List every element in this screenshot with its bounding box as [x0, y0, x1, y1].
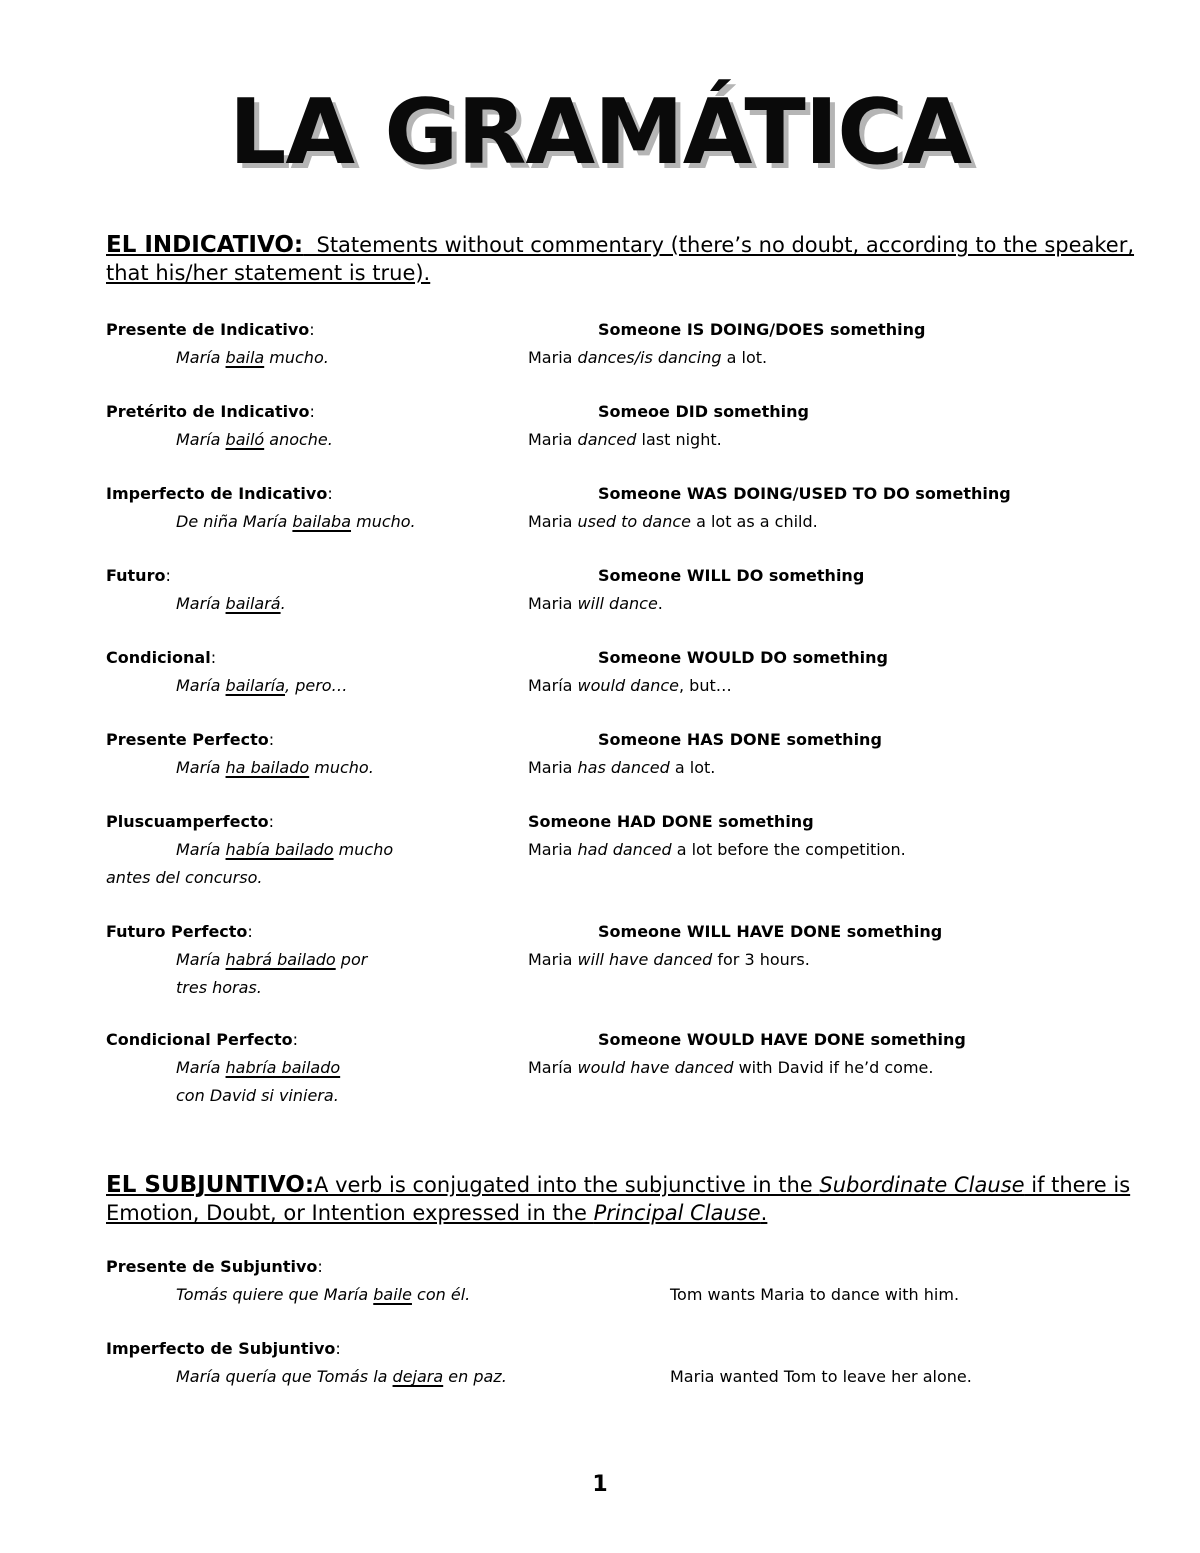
page-number: 1: [592, 1472, 608, 1497]
subjunctive-intro: [106, 1171, 1156, 1227]
subjunctive-heading: EL SUBJUNTIVO:: [106, 1172, 315, 1198]
subjunctive-desc-b: Subordinate Clause: [819, 1173, 1025, 1197]
tense-name: [106, 726, 274, 753]
tense-colon: :: [247, 922, 253, 941]
tense-name: [106, 1253, 323, 1280]
english-translation: [528, 508, 818, 535]
english-heading: Someone WILL HAVE DONE something: [598, 922, 943, 941]
tense-name-text: Condicional Perfecto: [106, 1030, 293, 1049]
english-heading: Someone WOULD HAVE DONE something: [598, 1030, 966, 1049]
translation-text: last night.: [636, 430, 722, 449]
conjugated-verb: bailó: [225, 430, 265, 449]
english-heading: Someone HAS DONE something: [598, 730, 882, 749]
conjugated-verb: bailaría: [225, 676, 286, 695]
conjugated-verb: habría bailado: [225, 1058, 341, 1077]
tense-colon: :: [335, 1339, 341, 1358]
tense-name: [106, 398, 315, 425]
tense-name-text: Presente Perfecto: [106, 730, 269, 749]
translation-text: Maria: [528, 594, 578, 613]
tense-name: [106, 644, 216, 671]
example-text: María: [176, 840, 226, 859]
english-translation: [528, 590, 663, 617]
example-text: María: [176, 676, 226, 695]
spanish-example: [176, 1363, 507, 1390]
english-translation: [528, 754, 715, 781]
example-text: , pero…: [285, 676, 348, 695]
tense-colon: :: [317, 1257, 323, 1276]
translation-verb: dances/is dancing: [577, 348, 722, 367]
example-text: Tomás quiere que María: [176, 1285, 374, 1304]
subjunctive-desc-c: if there is Emotion, Doubt, or Intention expressed in the: [106, 1173, 1131, 1225]
translation-verb: has danced: [577, 758, 670, 777]
translation-text: Maria: [528, 430, 578, 449]
english-translation: [528, 836, 906, 863]
example-text: mucho.: [264, 348, 329, 367]
indicative-description: Statements without commentary (there’s no doubt, according to the speaker, that his/her statement is true).: [106, 233, 1135, 285]
tense-colon: :: [165, 566, 171, 585]
tense-colon: :: [210, 648, 217, 667]
translation-text: a lot before the competition.: [671, 840, 906, 859]
translation-text: María: [528, 676, 578, 695]
tense-colon: :: [292, 1030, 299, 1049]
tense-name-text: Imperfecto de Subjuntivo: [106, 1339, 336, 1358]
example-text: María: [176, 594, 226, 613]
translation-text: for 3 hours.: [712, 950, 810, 969]
tense-name-text: Pretérito de Indicativo: [106, 402, 310, 421]
example-text: en paz.: [443, 1367, 507, 1386]
tense-name: [106, 918, 253, 945]
tense-name-text: Imperfecto de Indicativo: [106, 484, 328, 503]
conjugated-verb: baile: [373, 1285, 412, 1304]
example-text: María quería que Tomás la: [176, 1367, 393, 1386]
spanish-example: [176, 1281, 470, 1308]
translation-verb: danced: [577, 430, 637, 449]
english-translation: [528, 946, 810, 973]
spanish-example-continued: tres horas.: [176, 978, 262, 997]
translation-verb: had danced: [577, 840, 672, 859]
page-title: LA GRAMÁTICA: [229, 80, 971, 185]
spanish-example: [176, 836, 393, 863]
tense-name-text: Presente de Subjuntivo: [106, 1257, 318, 1276]
translation-verb: would have danced: [577, 1058, 734, 1077]
conjugated-verb: baila: [225, 348, 265, 367]
translation-text: a lot.: [669, 758, 716, 777]
translation-verb: used to dance: [577, 512, 691, 531]
conjugated-verb: bailaba: [292, 512, 352, 531]
example-text: María: [176, 950, 226, 969]
english-heading: Someone WILL DO something: [598, 566, 865, 585]
tense-name: [106, 1026, 298, 1053]
tense-colon: :: [327, 484, 333, 503]
spanish-example: [176, 590, 286, 617]
translation-verb: will have danced: [577, 950, 713, 969]
tense-name-text: Pluscuamperfecto: [106, 812, 269, 831]
example-text: mucho: [333, 840, 394, 859]
english-heading: Someone WOULD DO something: [598, 648, 888, 667]
indicative-heading: EL INDICATIVO:: [106, 232, 304, 258]
tense-name: [106, 808, 274, 835]
translation-text: Maria: [528, 348, 578, 367]
spanish-example: [176, 754, 374, 781]
tense-name: [106, 316, 315, 343]
translation-text: Maria: [528, 840, 578, 859]
english-translation: Maria wanted Tom to leave her alone.: [670, 1367, 972, 1386]
translation-text: , but…: [678, 676, 732, 695]
example-text: María: [176, 430, 226, 449]
translation-text: a lot.: [721, 348, 768, 367]
english-translation: [528, 344, 767, 371]
tense-name: [106, 562, 171, 589]
example-text: .: [280, 594, 286, 613]
english-translation: [528, 426, 722, 453]
example-text: María: [176, 758, 226, 777]
translation-text: Maria: [528, 758, 578, 777]
conjugated-verb: había bailado: [225, 840, 334, 859]
conjugated-verb: ha bailado: [225, 758, 310, 777]
example-text: mucho.: [309, 758, 374, 777]
subjunctive-desc-a: A verb is conjugated into the subjunctive in the: [314, 1173, 820, 1197]
conjugated-verb: bailará: [225, 594, 281, 613]
tense-name: [106, 480, 333, 507]
english-heading: Someone HAD DONE something: [528, 812, 814, 831]
spanish-example: [176, 946, 367, 973]
subjunctive-desc-d: Principal Clause: [593, 1201, 761, 1225]
english-translation: [528, 1054, 933, 1081]
example-text: De niña María: [176, 512, 293, 531]
spanish-example-continued: antes del concurso.: [106, 868, 263, 887]
example-text: María: [176, 1058, 226, 1077]
translation-text: Maria: [528, 512, 578, 531]
translation-text: .: [657, 594, 663, 613]
english-heading: Someoe DID something: [598, 402, 809, 421]
spanish-example: [176, 508, 416, 535]
indicative-intro: [106, 231, 1156, 287]
tense-name-text: Futuro Perfecto: [106, 922, 248, 941]
translation-verb: will dance: [577, 594, 658, 613]
english-translation: [528, 672, 732, 699]
tense-name-text: Futuro: [106, 566, 166, 585]
spanish-example-continued: con David si viniera.: [176, 1086, 339, 1105]
tense-name-text: Presente de Indicativo: [106, 320, 310, 339]
english-heading: Someone IS DOING/DOES something: [598, 320, 926, 339]
translation-text: a lot as a child.: [690, 512, 818, 531]
tense-colon: :: [268, 812, 274, 831]
subjunctive-desc-e: .: [760, 1201, 768, 1225]
tense-colon: :: [268, 730, 275, 749]
tense-colon: :: [309, 320, 315, 339]
english-translation: Tom wants Maria to dance with him.: [670, 1285, 960, 1304]
english-heading: Someone WAS DOING/USED TO DO something: [598, 484, 1011, 503]
conjugated-verb: dejara: [392, 1367, 444, 1386]
translation-text: María: [528, 1058, 578, 1077]
translation-text: Maria: [528, 950, 578, 969]
tense-colon: :: [309, 402, 315, 421]
tense-name-text: Condicional: [106, 648, 211, 667]
conjugated-verb: habrá bailado: [225, 950, 336, 969]
spanish-example: [176, 1054, 340, 1081]
example-text: con él.: [411, 1285, 471, 1304]
example-text: mucho.: [351, 512, 416, 531]
spanish-example: [176, 344, 329, 371]
translation-verb: would dance: [577, 676, 679, 695]
tense-name: [106, 1335, 341, 1362]
translation-text: with David if he’d come.: [733, 1058, 934, 1077]
example-text: por: [335, 950, 368, 969]
example-text: anoche.: [264, 430, 333, 449]
spanish-example: [176, 426, 333, 453]
spanish-example: [176, 672, 348, 699]
example-text: María: [176, 348, 226, 367]
